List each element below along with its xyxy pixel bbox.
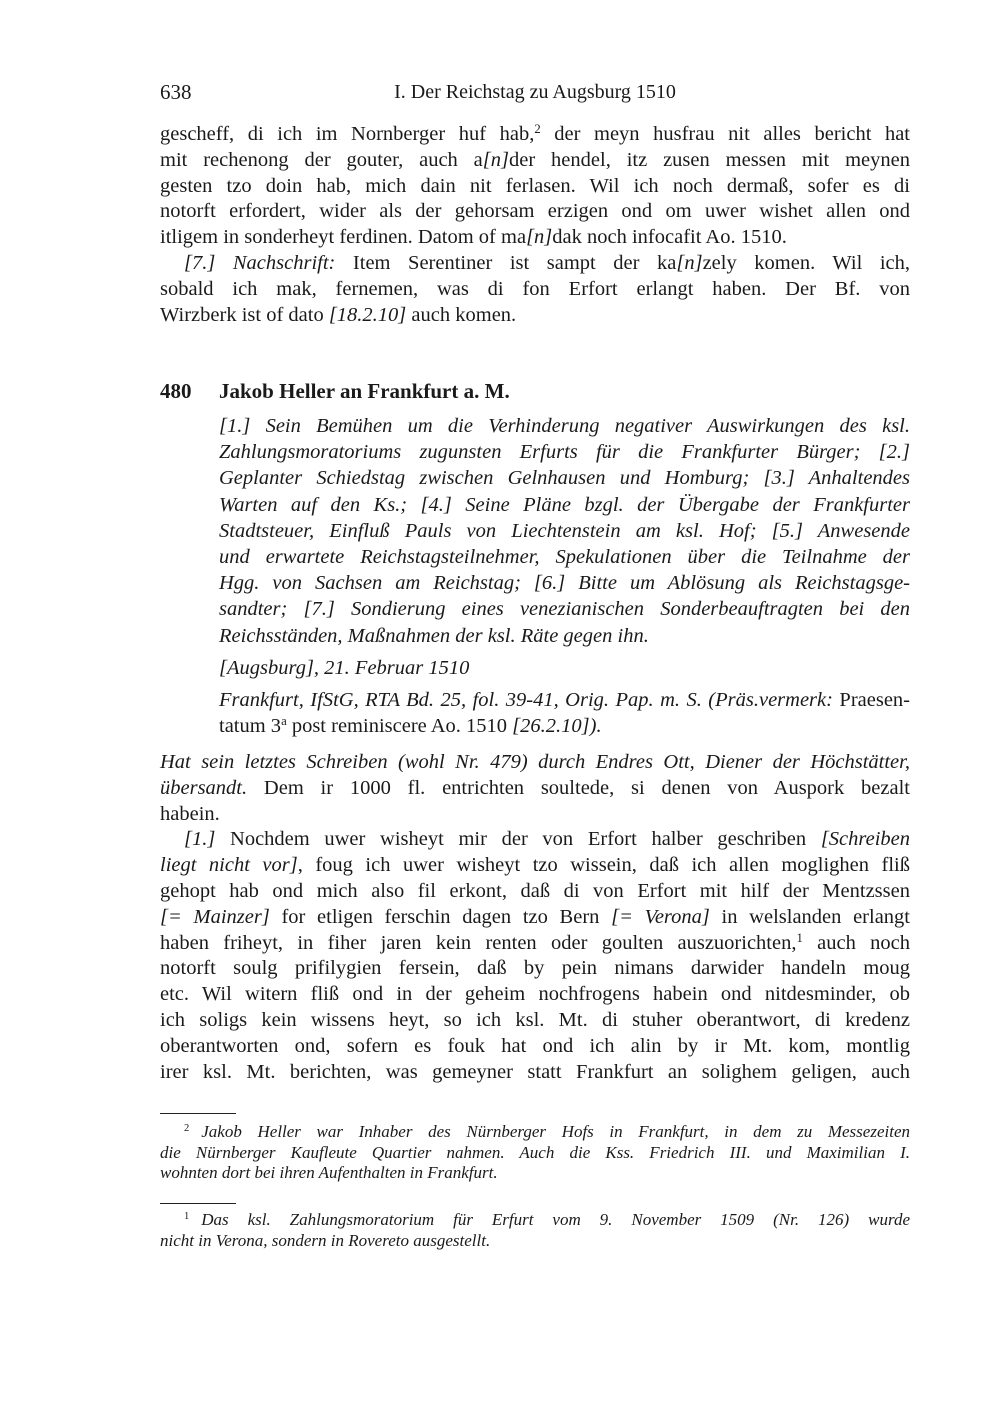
footnote-rule: [160, 1203, 236, 1204]
text-line: [160, 1034, 910, 1060]
text-segment: ich soligs kein wissens heyt, so ich ksl. Mt. di stuher oberantwort, di kredenz: [160, 1008, 910, 1031]
text-segment: for etligen ferschin dagen tzo Bern: [269, 905, 612, 928]
text-segment: die Nürnberger Kaufleute Quartier nahmen. Auch die Kss. Friedrich III. und Maximilian I.: [160, 1142, 910, 1162]
text-segment: gescheff, di ich im Nornberger huf hab,: [160, 123, 535, 145]
text-line: [160, 174, 910, 200]
text-segment: liegt nicht vor]: [160, 854, 298, 877]
text-segment: Praesen-: [832, 689, 910, 711]
text-line: [219, 518, 910, 544]
text-line: [160, 956, 910, 982]
text-segment: Warten auf den Ks.; [4.] Seine Pläne bzgl. der Übergabe der Frankfurter: [219, 493, 910, 516]
text-segment: [= Verona]: [611, 905, 710, 928]
text-line: [219, 687, 910, 713]
text-line: [160, 827, 910, 853]
text-segment: und erwartete Reichstagsteilnehmer, Spekulationen über die Teilnahme der: [219, 545, 910, 568]
text-segment: Nochdem uwer wisheyt mir der von Erfort halber geschriben: [215, 828, 821, 851]
text-line: [219, 413, 910, 439]
text-line: [160, 905, 910, 931]
text-segment: dak noch infocafit Ao. 1510.: [552, 226, 787, 249]
text-segment: habein.: [160, 802, 220, 825]
text-segment: in welslanden erlangt: [709, 905, 910, 928]
text-segment: auch komen.: [406, 303, 517, 326]
text-segment: oberantworten ond, sofern es fouk hat ond ich alin by ir Mt. kom, montlig: [160, 1034, 910, 1057]
text-segment: Hat sein letztes Schreiben (wohl Nr. 479) durch Endres Ott, Diener der Höchstätter,: [160, 751, 910, 773]
text-line: [160, 122, 910, 148]
text-segment: [Schreiben: [820, 828, 910, 851]
text-line: [160, 802, 910, 828]
text-segment: der meyn husfrau nit alles bericht hat: [540, 123, 910, 145]
footnote-marker: 1: [184, 1211, 190, 1223]
text-segment: Stadtsteuer, Einfluß Pauls von Liechtenstein am ksl. Hof; [5.] Anwesende: [219, 519, 910, 542]
footnote-1: [160, 1210, 910, 1251]
text-segment: [n]: [676, 251, 703, 274]
text-line: [160, 982, 910, 1008]
text-line: [160, 251, 910, 277]
text-segment: etc. Wil witern fliß ond in der geheim nochfrogens habein ond nitdesminder, ob: [160, 983, 910, 1006]
text-line: [160, 931, 910, 957]
text-segment: tatum 3: [219, 715, 282, 738]
text-segment: notorft erfordert, wider als der gehorsam erzigen ond om uwer wishet allen ond: [160, 200, 910, 223]
text-line: [160, 1143, 910, 1164]
text-segment: [= Mainzer]: [160, 905, 270, 928]
text-line: [160, 1231, 910, 1252]
text-segment: sandter; [7.] Sondierung eines venezianischen Sonderbeauftragten bei den: [219, 598, 910, 621]
text-segment: [1.] Sein Bemühen um die Verhinderung negativer Auswirkungen des ksl.: [219, 415, 910, 437]
text-line: [219, 596, 910, 622]
text-segment: mit rechenong der gouter, auch a: [160, 148, 483, 171]
text-line: [160, 750, 910, 776]
text-line: [160, 303, 910, 329]
text-line: [160, 225, 910, 251]
text-line: [219, 544, 910, 570]
footnote-rule: [160, 1113, 236, 1114]
text-segment: übersandt.: [160, 776, 248, 799]
text-segment: Wirzberk ist of dato: [160, 303, 329, 326]
text-segment: Frankfurt, IfStG, RTA Bd. 25, fol. 39-41, Orig. Pap. m. S. (Präs.vermerk:: [219, 689, 833, 711]
text-line: [219, 439, 910, 465]
page-number: 638: [160, 80, 192, 104]
text-line: [160, 776, 910, 802]
text-segment: zely komen. Wil ich,: [702, 251, 911, 274]
text-line: [219, 570, 910, 596]
text-segment: gesten tzo doin hab, mich dain nit ferlasen. Wil ich noch dermaß, sofer es di: [160, 174, 910, 197]
text-segment: Geplanter Schiedstag zwischen Gelnhausen und Homburg; [3.] Anhaltendes: [219, 467, 910, 490]
text-line: [160, 199, 910, 225]
text-line: [160, 1060, 910, 1086]
text-line: [219, 623, 910, 649]
text-segment: , foug ich uwer wisheyt tzo wissein, daß ich allen moglighen fliß: [297, 854, 910, 877]
text-line: [160, 853, 910, 879]
footnote-marker: 2: [534, 122, 541, 137]
text-line: [160, 1210, 910, 1231]
text-segment: Jakob Heller war Inhaber des Nürnberger Hofs in Frankfurt, in dem zu Messezeiten: [201, 1122, 910, 1141]
text-segment: Hgg. von Sachsen am Reichstag; [6.] Bitte um Ablösung als Reichstagsge-: [219, 572, 910, 595]
text-segment: [18.2.10]: [328, 303, 407, 326]
text-segment: Dem ir 1000 fl. entrichten soultede, si denen von Auspork bezalt: [247, 776, 910, 799]
text-line: [160, 1008, 910, 1034]
text-line: [160, 277, 910, 303]
text-line: [160, 879, 910, 905]
text-segment: itligem in sonderheyt ferdinen. Datom of ma: [160, 226, 527, 249]
text-segment: [n]: [482, 148, 509, 171]
text-segment: [7.] Nachschrift:: [184, 251, 336, 274]
text-line: [160, 148, 910, 174]
footnote-marker: 1: [796, 930, 803, 945]
text-segment: gehopt hab ond mich also fil erkont, daß di von Erfort mit hilf der Mentzssen: [160, 879, 910, 902]
text-segment: post reminiscere Ao. 1510: [286, 715, 513, 738]
footnote-2: [160, 1122, 910, 1184]
text-segment: Das ksl. Zahlungsmoratorium für Erfurt vom 9. November 1509 (Nr. 126) wurde: [201, 1210, 910, 1229]
document-date: [Augsburg], 21. Februar 1510: [219, 657, 470, 679]
document-title: Jakob Heller an Frankfurt a. M.: [219, 379, 510, 403]
text-segment: Item Serentiner ist sampt der ka: [335, 251, 677, 274]
text-segment: [26.2.10]).: [512, 715, 602, 738]
text-segment: notorft soulg prifilygien fersein, daß by pein nimans darwider handeln moug: [160, 957, 910, 980]
text-line: [160, 1122, 910, 1143]
footnote-marker: 2: [184, 1123, 190, 1135]
text-segment: [n]: [526, 226, 553, 249]
text-line: [219, 465, 910, 491]
text-segment: [1.]: [184, 828, 216, 851]
text-line: [160, 1163, 910, 1184]
text-segment: wohnten dort bei ihren Aufenthalten in Frankfurt.: [160, 1163, 498, 1183]
text-segment: Reichsständen, Maßnahmen der ksl. Räte gegen ihn.: [219, 624, 649, 647]
text-segment: auch noch: [802, 931, 911, 954]
text-segment: irer ksl. Mt. berichten, was gemeyner statt Frankfurt an solighem geligen, auch: [160, 1060, 910, 1083]
letter-body: [160, 750, 910, 1085]
intro-paragraphs: [160, 122, 910, 328]
text-segment: nicht in Verona, sondern in Rovereto ausgestellt.: [160, 1230, 491, 1250]
document-number: 480: [160, 379, 192, 403]
document-summary: [219, 413, 910, 649]
text-line: [219, 492, 910, 518]
document-source: [219, 687, 910, 739]
text-line: [219, 713, 910, 739]
text-segment: der hendel, itz zusen messen mit meynen: [509, 148, 910, 171]
text-segment: sobald ich mak, fernemen, was di fon Erfort erlangt haben. Der Bf. von: [160, 277, 910, 300]
footnote-marker: a: [281, 714, 287, 729]
text-segment: haben friheyt, in fiher jaren kein renten oder goulten auszuorichten,: [160, 931, 797, 954]
running-title: I. Der Reichstag zu Augsburg 1510: [394, 81, 676, 103]
text-segment: Zahlungsmoratoriums zugunsten Erfurts für die Frankfurter Bürger; [2.]: [219, 441, 910, 464]
